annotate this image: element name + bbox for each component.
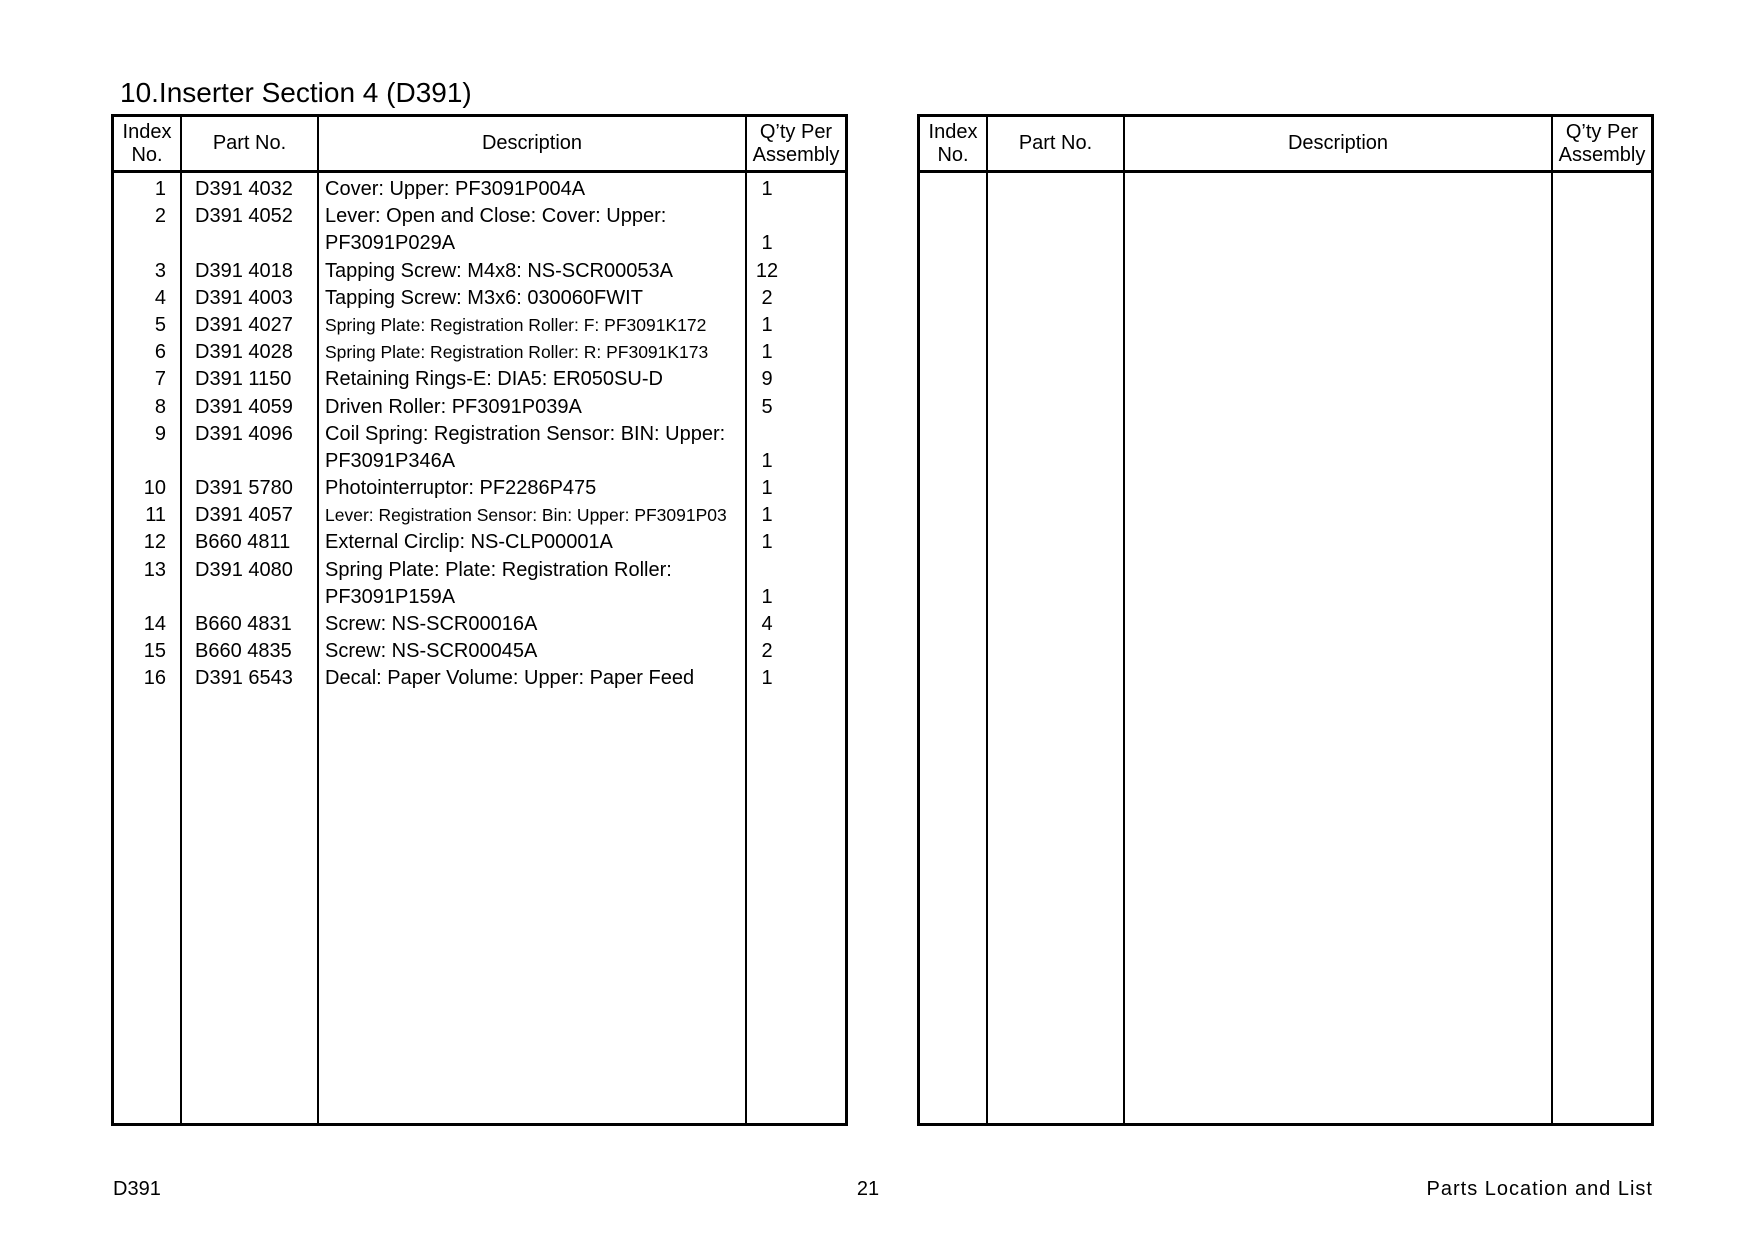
table-row bbox=[114, 421, 845, 448]
table-row bbox=[114, 557, 845, 584]
table-row bbox=[114, 312, 845, 339]
table-row bbox=[114, 529, 845, 556]
index-cell: 3 bbox=[154, 259, 166, 282]
quantity-cell: 1 bbox=[761, 477, 773, 500]
index-cell: 7 bbox=[154, 368, 166, 391]
quantity-cell: 2 bbox=[761, 640, 773, 663]
part-number-cell: B660 4835 bbox=[195, 640, 292, 663]
quantity-cell: 9 bbox=[761, 368, 773, 391]
part-number-cell: D391 4003 bbox=[195, 286, 293, 309]
index-cell: 12 bbox=[143, 531, 166, 554]
index-cell: 2 bbox=[154, 205, 166, 228]
description-cell: Spring Plate: Registration Roller: R: PF3091K173 bbox=[325, 342, 709, 363]
part-number-cell: D391 4018 bbox=[195, 259, 293, 282]
quantity-cell: 4 bbox=[761, 613, 773, 635]
header-divider bbox=[920, 170, 1651, 173]
table-row bbox=[114, 258, 845, 285]
part-number-cell: D391 4057 bbox=[195, 504, 293, 527]
part-number-cell: D391 5780 bbox=[195, 477, 293, 500]
index-cell: 14 bbox=[143, 613, 166, 635]
index-cell: 4 bbox=[154, 286, 166, 309]
part-number-cell: D391 4096 bbox=[195, 422, 293, 445]
part-number-cell: D391 4027 bbox=[195, 313, 293, 336]
table-row bbox=[114, 394, 845, 421]
parts-rows bbox=[114, 176, 845, 693]
header-divider bbox=[114, 170, 845, 173]
header-qty-line1: Q’ty Per bbox=[1565, 120, 1639, 143]
description-cell: Coil Spring: Registration Sensor: BIN: Upper: bbox=[325, 422, 726, 445]
header-description: Description bbox=[481, 132, 583, 154]
index-cell: 13 bbox=[143, 558, 166, 581]
part-number-cell: D391 6543 bbox=[195, 667, 293, 690]
column-divider bbox=[1551, 117, 1553, 1123]
part-number-cell: D391 4028 bbox=[195, 341, 293, 364]
description-cell: Retaining Rings-E: DIA5: ER050SU-D bbox=[325, 368, 663, 391]
description-cell: Spring Plate: Registration Roller: F: PF3091K172 bbox=[325, 314, 707, 335]
table-row bbox=[114, 665, 845, 692]
table-row bbox=[114, 230, 845, 257]
table-row bbox=[114, 448, 845, 475]
description-cell: PF3091P159A bbox=[325, 585, 456, 608]
table-row bbox=[114, 584, 845, 611]
description-cell: Cover: Upper: PF3091P004A bbox=[325, 178, 586, 200]
description-cell: Tapping Screw: M3x6: 030060FWIT bbox=[325, 286, 643, 309]
description-cell: Spring Plate: Plate: Registration Roller: bbox=[325, 558, 672, 581]
header-qty bbox=[1553, 117, 1651, 170]
header-index-line2: No. bbox=[937, 143, 969, 166]
header-index-line2: No. bbox=[131, 143, 163, 166]
header-index-line1: Index bbox=[928, 120, 978, 143]
header-index bbox=[114, 117, 180, 170]
table-row bbox=[114, 366, 845, 393]
part-number-cell: D391 4032 bbox=[195, 178, 293, 200]
index-cell: 15 bbox=[143, 640, 166, 663]
quantity-cell: 1 bbox=[761, 178, 773, 200]
header-qty bbox=[747, 117, 845, 170]
index-cell: 6 bbox=[154, 341, 166, 364]
description-cell: PF3091P029A bbox=[325, 232, 456, 255]
column-divider bbox=[986, 117, 988, 1123]
header-qty-line2: Assembly bbox=[752, 143, 840, 166]
quantity-cell: 1 bbox=[761, 313, 773, 336]
description-cell: Screw: NS-SCR00045A bbox=[325, 640, 538, 663]
part-number-cell: B660 4811 bbox=[195, 531, 291, 554]
index-cell: 16 bbox=[143, 667, 166, 690]
quantity-cell: 1 bbox=[761, 504, 773, 527]
index-cell: 11 bbox=[145, 504, 166, 527]
description-cell: Driven Roller: PF3091P039A bbox=[325, 395, 582, 418]
part-number-cell: D391 1150 bbox=[195, 368, 292, 391]
quantity-cell: 2 bbox=[761, 286, 773, 309]
header-qty-line1: Q’ty Per bbox=[759, 120, 833, 143]
table-row bbox=[114, 285, 845, 312]
quantity-cell: 12 bbox=[755, 259, 779, 282]
index-cell: 9 bbox=[154, 422, 166, 445]
description-cell: PF3091P346A bbox=[325, 449, 456, 472]
table-row bbox=[114, 339, 845, 366]
index-cell: 8 bbox=[154, 395, 166, 418]
part-number-cell: B660 4831 bbox=[195, 613, 292, 635]
quantity-cell: 1 bbox=[761, 531, 773, 554]
quantity-cell: 1 bbox=[761, 585, 773, 608]
header-part-no: Part No. bbox=[212, 132, 287, 154]
header-part-no: Part No. bbox=[1018, 132, 1093, 154]
header-index-line1: Index bbox=[122, 120, 172, 143]
part-number-cell: D391 4080 bbox=[195, 558, 293, 581]
quantity-cell: 1 bbox=[761, 449, 773, 472]
header-description: Description bbox=[1287, 132, 1389, 154]
parts-table-right bbox=[917, 114, 1654, 1126]
parts-table-left bbox=[111, 114, 848, 1126]
index-cell: 5 bbox=[154, 313, 166, 336]
quantity-cell: 1 bbox=[761, 232, 773, 255]
table-row bbox=[114, 203, 845, 230]
header-qty-line2: Assembly bbox=[1558, 143, 1646, 166]
quantity-cell: 5 bbox=[761, 395, 773, 418]
index-cell: 10 bbox=[143, 477, 166, 500]
description-cell: Decal: Paper Volume: Upper: Paper Feed bbox=[325, 667, 695, 690]
quantity-cell: 1 bbox=[761, 667, 773, 690]
table-row bbox=[114, 611, 845, 638]
description-cell: Lever: Registration Sensor: Bin: Upper: PF3091P03 bbox=[325, 505, 727, 526]
description-cell: External Circlip: NS-CLP00001A bbox=[325, 531, 613, 554]
index-cell: 1 bbox=[154, 178, 166, 200]
header-index bbox=[920, 117, 986, 170]
description-cell: Screw: NS-SCR00016A bbox=[325, 613, 538, 635]
table-row bbox=[114, 502, 845, 529]
table-row bbox=[114, 475, 845, 502]
page-title: 10.Inserter Section 4 (D391) bbox=[120, 77, 472, 108]
footer-page-number: 21 bbox=[856, 1178, 880, 1200]
table-row bbox=[114, 176, 845, 203]
part-number-cell: D391 4059 bbox=[195, 395, 293, 418]
footer-model-code: D391 bbox=[113, 1178, 161, 1200]
column-divider bbox=[1123, 117, 1125, 1123]
part-number-cell: D391 4052 bbox=[195, 205, 293, 228]
quantity-cell: 1 bbox=[761, 341, 773, 364]
description-cell: Tapping Screw: M4x8: NS-SCR00053A bbox=[325, 259, 673, 282]
table-row bbox=[114, 638, 845, 665]
description-cell: Photointerruptor: PF2286P475 bbox=[325, 477, 597, 500]
description-cell: Lever: Open and Close: Cover: Upper: bbox=[325, 205, 667, 228]
footer-section-name: Parts Location and List bbox=[1426, 1178, 1653, 1200]
